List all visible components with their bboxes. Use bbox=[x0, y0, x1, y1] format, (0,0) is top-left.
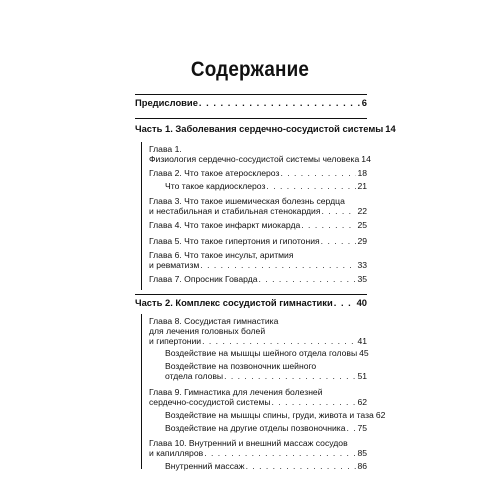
leader-dots bbox=[246, 461, 357, 471]
toc-ch10-page: 85 bbox=[357, 448, 367, 458]
leader-dots bbox=[200, 260, 356, 270]
toc-ch10-sub1-page: 86 bbox=[357, 461, 367, 471]
toc-ch10-line2: и капилляров bbox=[149, 448, 204, 458]
toc-ch7-page: 35 bbox=[357, 274, 367, 284]
leader-dots bbox=[259, 274, 357, 284]
toc-ch2-sub-text: Что такое кардиосклероз bbox=[165, 181, 266, 191]
leader-dots bbox=[266, 181, 356, 191]
toc-ch2-text: Глава 2. Что такое атеросклероз bbox=[149, 168, 280, 178]
toc-ch4[interactable] bbox=[149, 220, 367, 230]
toc-ch1[interactable] bbox=[149, 154, 371, 164]
leader-dots bbox=[272, 397, 357, 407]
toc-ch8-sub2-line2: отдела головы bbox=[165, 371, 224, 381]
toc-part-1-page: 14 bbox=[385, 123, 396, 134]
leader-dots bbox=[321, 236, 357, 246]
toc-ch5-page: 29 bbox=[357, 236, 367, 246]
toc-ch8[interactable] bbox=[149, 336, 367, 346]
page-title: Содержание bbox=[190, 58, 310, 81]
toc-ch6-line1: Глава 6. Что такое инсульт, аритмия bbox=[149, 250, 294, 260]
toc-ch9-sub2-page: 75 bbox=[357, 423, 367, 433]
toc-part-2[interactable] bbox=[135, 298, 367, 308]
toc-ch3-line1: Глава 3. Что такое ишемическая болезнь сердца bbox=[149, 196, 345, 206]
toc-ch8-sub2-line1: Воздействие на позвоночник шейного bbox=[165, 361, 317, 371]
toc-ch6-page: 33 bbox=[357, 260, 367, 270]
toc-ch5-text: Глава 5. Что такое гипертония и гипотония bbox=[149, 236, 320, 246]
toc-ch10-line1: Глава 10. Внутренний и внешний массаж сосудов bbox=[149, 438, 348, 448]
leader-dots bbox=[346, 423, 356, 433]
toc-ch9-line2: сердечно-сосудистой системы bbox=[149, 397, 271, 407]
leader-dots bbox=[199, 98, 361, 108]
toc-part-2-text: Часть 2. Комплекс сосудистой гимнастики bbox=[135, 297, 333, 308]
toc-ch7[interactable] bbox=[149, 274, 367, 284]
toc-ch8-line1: Глава 8. Сосудистая гимнастика bbox=[149, 316, 279, 326]
toc-ch8-sub2-page: 51 bbox=[357, 371, 367, 381]
toc-ch1-line1: Глава 1. bbox=[149, 144, 182, 154]
leader-dots bbox=[322, 206, 357, 216]
toc-ch8-page: 41 bbox=[357, 336, 367, 346]
toc-ch3[interactable] bbox=[149, 206, 367, 216]
toc-ch8-line3: и гипертонии bbox=[149, 336, 202, 346]
toc-ch1-page: 14 bbox=[361, 154, 371, 164]
toc-ch4-text: Глава 4. Что такое инфаркт миокарда bbox=[149, 220, 301, 230]
divider bbox=[135, 118, 367, 119]
leader-dots bbox=[301, 220, 356, 230]
leader-dots bbox=[334, 298, 356, 308]
toc-part-1-text: Часть 1. Заболевания сердечно-сосудистой системы bbox=[135, 123, 384, 134]
toc-ch9-sub1-text: Воздействие на мышцы спины, груди, живота и таза bbox=[165, 410, 374, 420]
toc-ch10[interactable] bbox=[149, 448, 367, 458]
toc-ch5[interactable] bbox=[149, 236, 367, 246]
toc-ch8-line2: для лечения головных болей bbox=[149, 326, 266, 336]
toc-ch6-line2: и ревматизм bbox=[149, 260, 200, 270]
section-bar bbox=[141, 314, 142, 469]
toc-ch8-sub1-page: 45 bbox=[359, 348, 369, 358]
toc-ch9-sub2-text: Воздействие на другие отделы позвоночника bbox=[165, 423, 346, 433]
toc-ch9-sub1[interactable] bbox=[165, 410, 386, 420]
toc-ch2-page: 18 bbox=[357, 168, 367, 178]
toc-ch10-sub1[interactable] bbox=[165, 461, 367, 471]
toc-ch2[interactable] bbox=[149, 168, 367, 178]
toc-ch2-sub[interactable] bbox=[165, 181, 367, 191]
toc-ch3-line2: и нестабильная и стабильная стенокардия bbox=[149, 206, 321, 216]
toc-part-1[interactable] bbox=[135, 123, 396, 134]
toc-ch1-line2: Физиология сердечно-сосудистой системы человека bbox=[149, 154, 360, 164]
toc-ch4-page: 25 bbox=[357, 220, 367, 230]
toc-ch8-sub1[interactable] bbox=[165, 348, 367, 358]
divider bbox=[135, 294, 367, 295]
toc-ch10-sub1-text: Внутренний массаж bbox=[165, 461, 245, 471]
leader-dots bbox=[224, 371, 356, 381]
leader-dots bbox=[202, 336, 356, 346]
toc-ch9-page: 62 bbox=[357, 397, 367, 407]
toc-ch7-text: Глава 7. Опросник Говарда bbox=[149, 274, 258, 284]
toc-ch8-sub1-text: Воздействие на мышцы шейного отдела головы bbox=[165, 348, 358, 358]
toc-ch9[interactable] bbox=[149, 397, 367, 407]
toc-preface-text: Предисловие bbox=[135, 97, 198, 108]
toc-ch2-sub-page: 21 bbox=[357, 181, 367, 191]
section-bar bbox=[141, 142, 142, 290]
leader-dots bbox=[280, 168, 356, 178]
toc-ch9-line1: Глава 9. Гимнастика для лечения болезней bbox=[149, 387, 323, 397]
toc-preface[interactable] bbox=[135, 98, 367, 108]
toc-part-2-page: 40 bbox=[356, 297, 367, 308]
leader-dots bbox=[204, 448, 356, 458]
toc-ch3-page: 22 bbox=[357, 206, 367, 216]
toc-ch8-sub2[interactable] bbox=[165, 371, 367, 381]
toc-ch9-sub2[interactable] bbox=[165, 423, 367, 433]
toc-ch9-sub1-page: 62 bbox=[375, 410, 386, 420]
divider bbox=[135, 94, 367, 95]
toc-ch6[interactable] bbox=[149, 260, 367, 270]
toc-preface-page: 6 bbox=[361, 97, 367, 108]
